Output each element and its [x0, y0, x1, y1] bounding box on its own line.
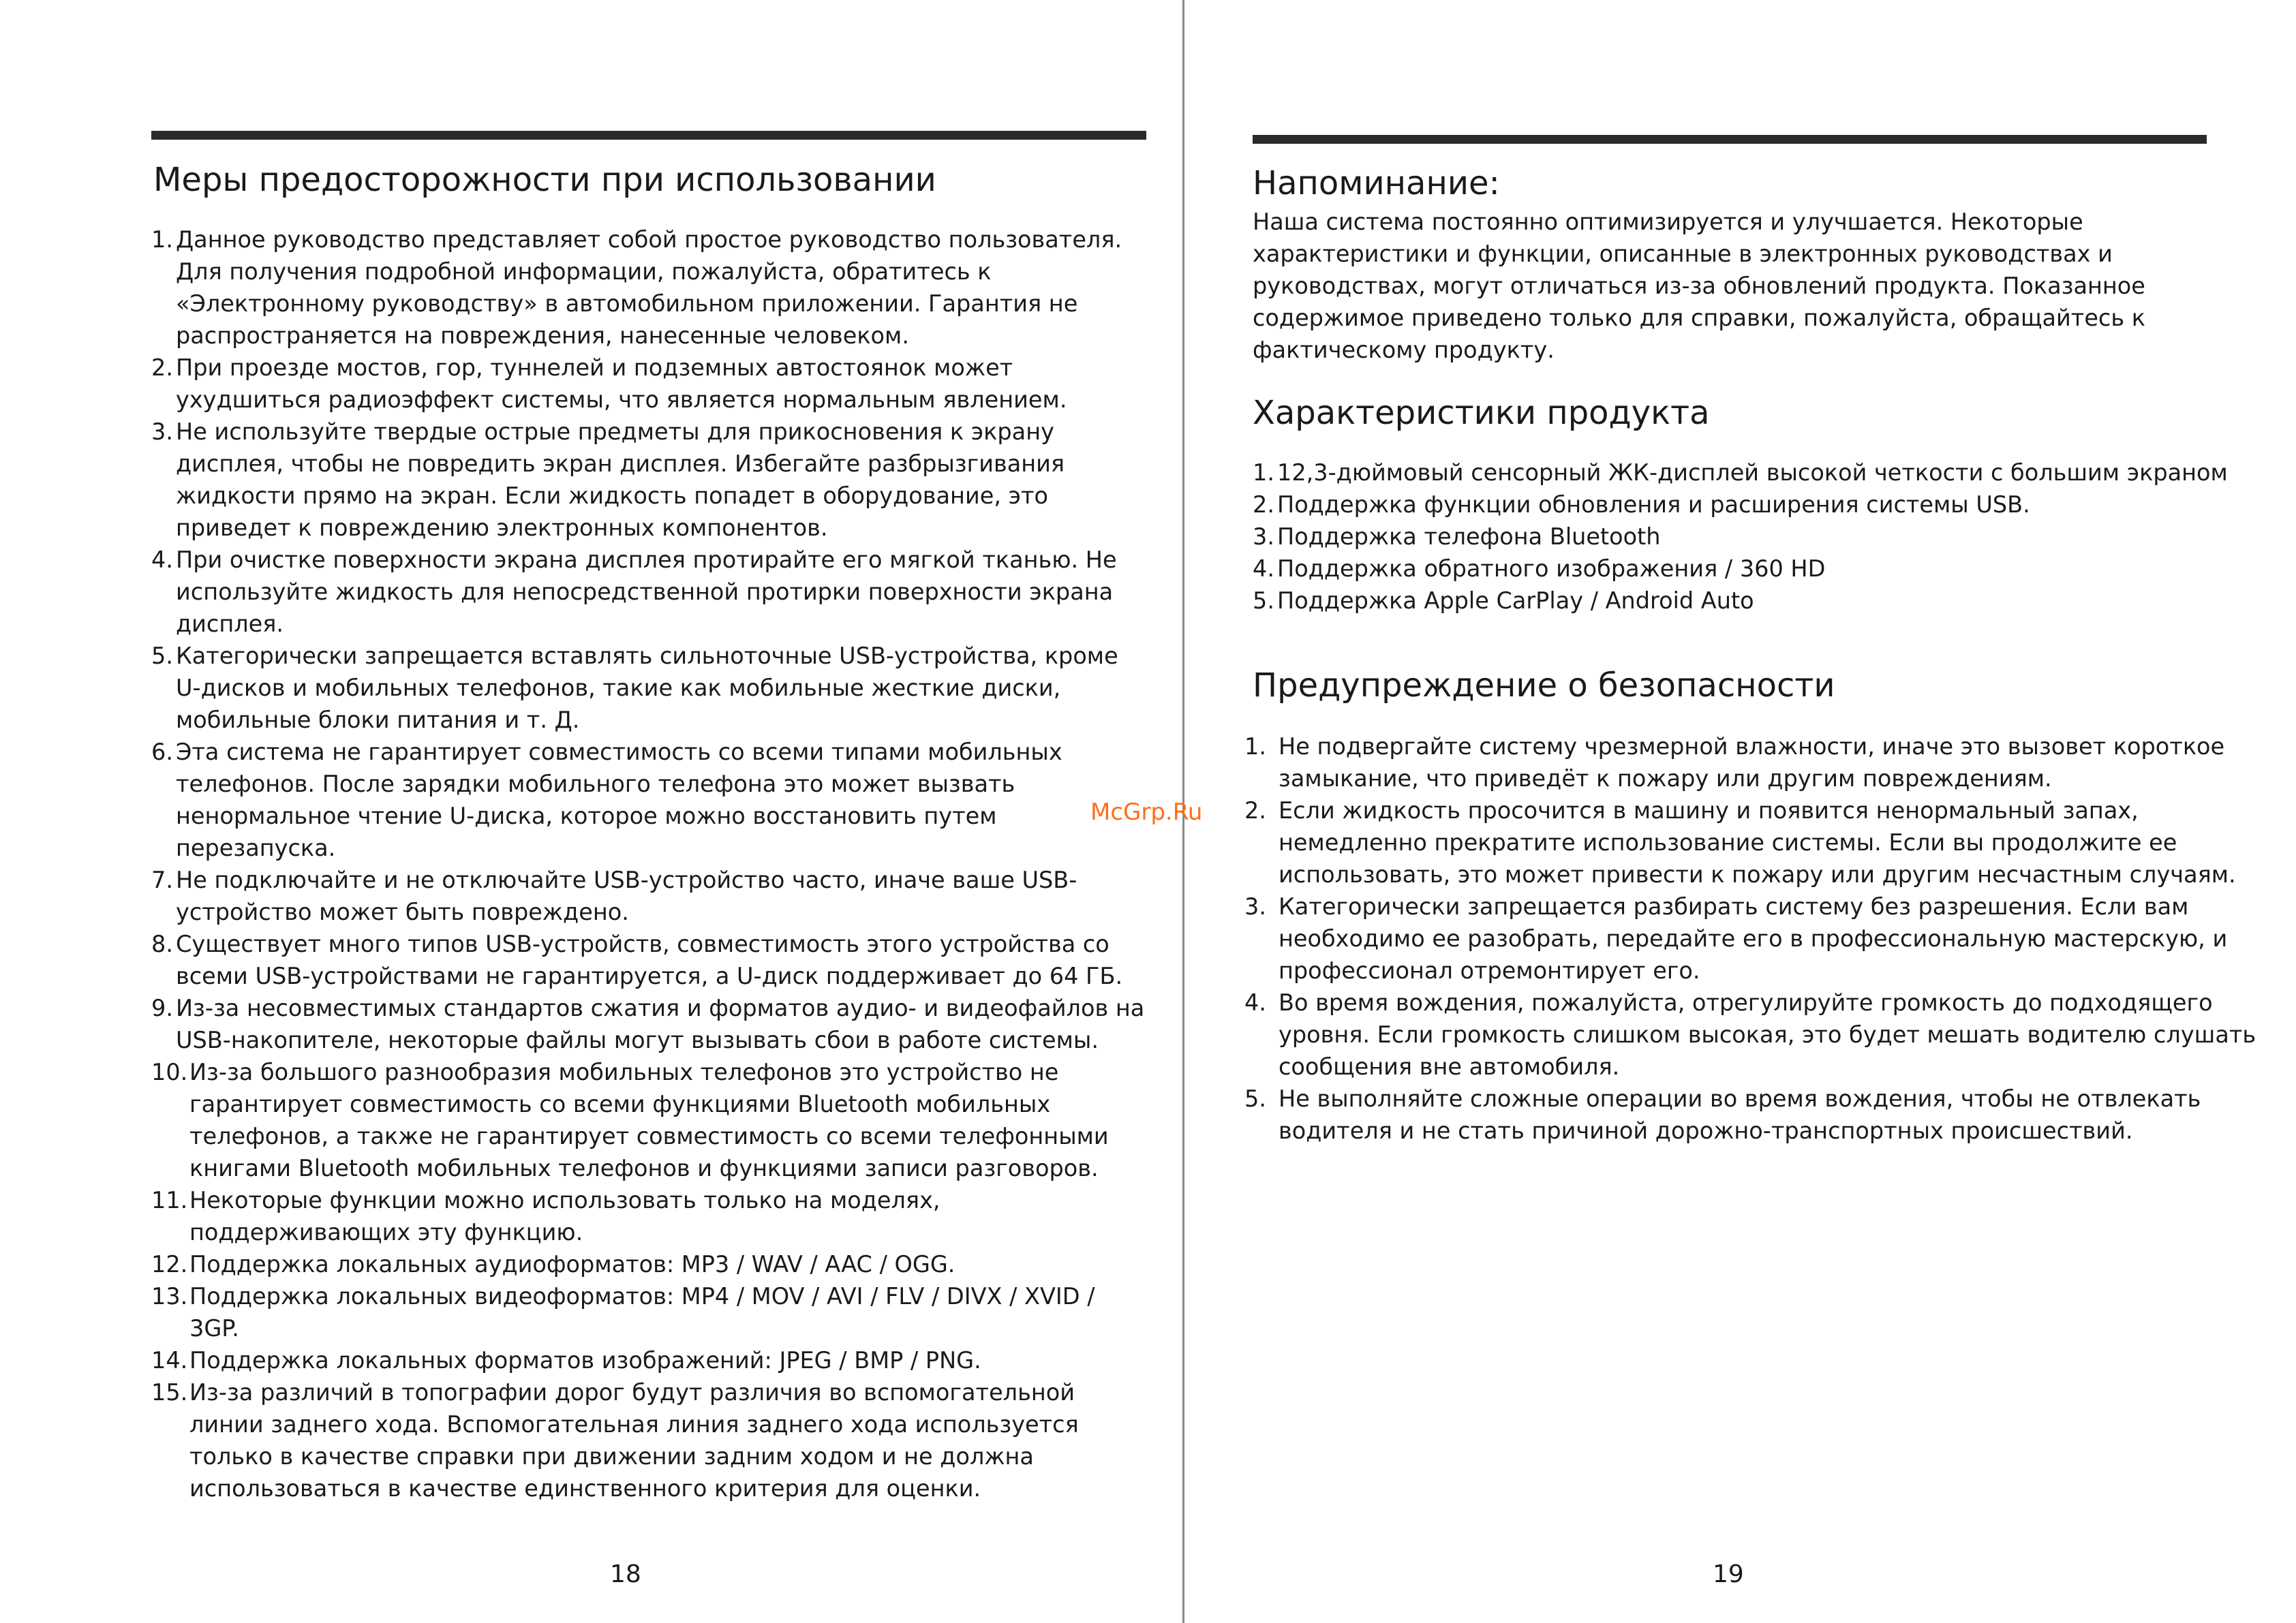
- top-rule: [151, 131, 1146, 140]
- list-item-text: При проезде мостов, гор, туннелей и подземных автостоянок может ухудшиться радиоэффект системы, что является нормальным явлением.: [176, 354, 1067, 413]
- list-item-text: Поддержка локальных видеоформатов: MP4 / MOV / AVI / FLV / DIVX / XVID / 3GP.: [189, 1283, 1095, 1342]
- reminder-paragraph: Наша система постоянно оптимизируется и улучшается. Некоторые характеристики и функции, описанные в электронных руководствах и руководствах, могут отличаться из-за обновлений продукта. Показанное содержимое приведено только для справки, пожалуйста, обращайтесь к фактическому продукту.: [1253, 208, 2145, 363]
- list-item-text: Поддержка обратного изображения / 360 HD: [1277, 555, 1826, 582]
- list-item: [151, 352, 1146, 416]
- list-item-number: 8.: [151, 931, 173, 957]
- list-item: [1244, 891, 2267, 987]
- list-item-text: Во время вождения, пожалуйста, отрегулируйте громкость до подходящего уровня. Если громкость слишком высокая, это будет мешать водителю слушать сообщения вне автомобиля.: [1279, 989, 2256, 1080]
- list-item-text: Не используйте твердые острые предметы для прикосновения к экрану дисплея, чтобы не повредить экран дисплея. Избегайте разбрызгивания жидкости прямо на экран. Если жидкость попадет в оборудование, это приведет к повреждению электронных компонентов.: [176, 418, 1065, 541]
- list-item-number: 14.: [151, 1347, 188, 1374]
- list-item-text: Существует много типов USB-устройств, совместимость этого устройства со всеми USB-устройствами не гарантируется, а U-диск поддерживает до 64 ГБ.: [176, 931, 1123, 989]
- list-item: [1253, 457, 2275, 489]
- list-item: [151, 1376, 1146, 1504]
- list-item-text: Из-за большого разнообразия мобильных телефонов это устройство не гарантирует совместимость со всеми функциями Bluetooth мобильных телефонов, а также не гарантирует совместимость со всеми телефонными книгами Bluetooth мобильных телефонов и функциями записи разговоров.: [189, 1059, 1109, 1181]
- section-heading-precautions: Меры предосторожности при использовании: [153, 161, 936, 199]
- list-item-text: При очистке поверхности экрана дисплея протирайте его мягкой тканью. Не используйте жидкость для непосредственной протирки поверхности экрана дисплея.: [176, 546, 1117, 637]
- safety-list: [1244, 730, 2267, 1147]
- list-item-number: 5.: [1244, 1085, 1266, 1112]
- section-heading-features: Характеристики продукта: [1253, 394, 1710, 432]
- list-item-number: 1.: [1253, 459, 1274, 486]
- list-item: [151, 992, 1146, 1056]
- list-item: [151, 416, 1146, 544]
- list-item-number: 6.: [151, 739, 173, 765]
- list-item: [151, 1184, 1146, 1248]
- list-item-number: 2.: [1253, 491, 1274, 518]
- list-item: [151, 1248, 1146, 1280]
- list-item-text: Категорически запрещается вставлять сильноточные USB-устройства, кроме U-дисков и мобильных телефонов, такие как мобильные жесткие диски, мобильные блоки питания и т. Д.: [176, 643, 1118, 733]
- list-item: [151, 640, 1146, 736]
- list-item-number: 2.: [1244, 797, 1266, 824]
- page-number: 18: [610, 1560, 641, 1588]
- list-item-number: 2.: [151, 354, 173, 381]
- list-item-text: Данное руководство представляет собой простое руководство пользователя. Для получения подробной информации, пожалуйста, обратитесь к «Электронному руководству» в автомобильном приложении. Гарантия не распространяется на повреждения, нанесенные человеком.: [176, 226, 1122, 349]
- list-item-number: 4.: [151, 546, 173, 573]
- list-item-number: 3.: [1253, 523, 1274, 550]
- list-item-text: Поддержка Apple CarPlay / Android Auto: [1277, 587, 1754, 614]
- list-item-number: 9.: [151, 995, 173, 1021]
- list-item-number: 4.: [1244, 989, 1266, 1016]
- list-item-text: Из-за различий в топографии дорог будут различия во вспомогательной линии заднего хода. Вспомогательная линия заднего хода используется только в качестве справки при движении задним ходом и не должна использоваться в качестве единственного критерия для оценки.: [189, 1379, 1079, 1502]
- list-item-number: 7.: [151, 867, 173, 893]
- list-item-number: 3.: [151, 418, 173, 445]
- precautions-list: [151, 223, 1146, 1504]
- section-heading-reminder: Напоминание:: [1253, 164, 1500, 202]
- list-item-text: Не выполняйте сложные операции во время вождения, чтобы не отвлекать водителя и не стать причиной дорожно-транспортных происшествий.: [1279, 1085, 2201, 1144]
- list-item-text: Некоторые функции можно использовать только на моделях, поддерживающих эту функцию.: [189, 1187, 940, 1246]
- watermark-text: McGrp.Ru: [1090, 799, 1203, 826]
- list-item-number: 1.: [151, 226, 173, 253]
- list-item: [1253, 585, 2275, 617]
- right-page: [1184, 0, 2296, 1623]
- list-item-number: 5.: [1253, 587, 1274, 614]
- list-item-text: 12,3-дюймовый сенсорный ЖК-дисплей высокой четкости с большим экраном: [1277, 459, 2228, 486]
- list-item: [151, 1344, 1146, 1376]
- list-item: [151, 1280, 1146, 1344]
- list-item: [1244, 794, 2267, 891]
- list-item-text: Из-за несовместимых стандартов сжатия и форматов аудио- и видеофайлов на USB-накопителе, некоторые файлы могут вызывать сбои в работе системы.: [176, 995, 1145, 1053]
- list-item: [1244, 1083, 2267, 1147]
- list-item-text: Поддержка функции обновления и расширения системы USB.: [1277, 491, 2030, 518]
- list-item-number: 15.: [151, 1379, 188, 1406]
- section-heading-safety: Предупреждение о безопасности: [1253, 666, 1835, 705]
- list-item-number: 12.: [151, 1251, 188, 1278]
- list-item-number: 4.: [1253, 555, 1274, 582]
- features-list: [1253, 457, 2275, 617]
- list-item: [1244, 987, 2267, 1083]
- list-item-text: Если жидкость просочится в машину и появится ненормальный запах, немедленно прекратите использование системы. Если вы продолжите ее использовать, это может привести к пожару или другим несчастным случаям.: [1279, 797, 2236, 888]
- list-item-number: 5.: [151, 643, 173, 669]
- list-item-text: Не подвергайте систему чрезмерной влажности, иначе это вызовет короткое замыкание, что приведёт к пожару или другим повреждениям.: [1279, 733, 2225, 792]
- list-item: [1253, 489, 2275, 521]
- list-item: [151, 928, 1146, 992]
- list-item-text: Поддержка телефона Bluetooth: [1277, 523, 1661, 550]
- list-item-text: Эта система не гарантирует совместимость со всеми типами мобильных телефонов. После зарядки мобильного телефона это может вызвать ненормальное чтение U-диска, которое можно восстановить путем перезапуска.: [176, 739, 1062, 861]
- list-item: [1253, 521, 2275, 553]
- list-item-text: Не подключайте и не отключайте USB-устройство часто, иначе ваше USB-устройство может быть повреждено.: [176, 867, 1077, 925]
- list-item-number: 3.: [1244, 893, 1266, 920]
- list-item: [151, 864, 1146, 928]
- list-item: [151, 736, 1146, 864]
- top-rule: [1253, 135, 2207, 144]
- list-item: [151, 1056, 1146, 1184]
- list-item-number: 13.: [151, 1283, 188, 1310]
- list-item-number: 1.: [1244, 733, 1266, 760]
- list-item: [151, 223, 1146, 352]
- page-number: 19: [1713, 1560, 1744, 1588]
- list-item: [1244, 730, 2267, 794]
- list-item-text: Поддержка локальных аудиоформатов: MP3 / WAV / AAC / OGG.: [189, 1251, 955, 1278]
- list-item: [1253, 553, 2275, 585]
- list-item: [151, 544, 1146, 640]
- list-item-number: 11.: [151, 1187, 188, 1214]
- list-item-text: Категорически запрещается разбирать систему без разрешения. Если вам необходимо ее разобрать, передайте его в профессиональную мастерскую, и профессионал отремонтирует его.: [1279, 893, 2228, 984]
- list-item-number: 10.: [151, 1059, 188, 1085]
- list-item-text: Поддержка локальных форматов изображений: JPEG / BMP / PNG.: [189, 1347, 981, 1374]
